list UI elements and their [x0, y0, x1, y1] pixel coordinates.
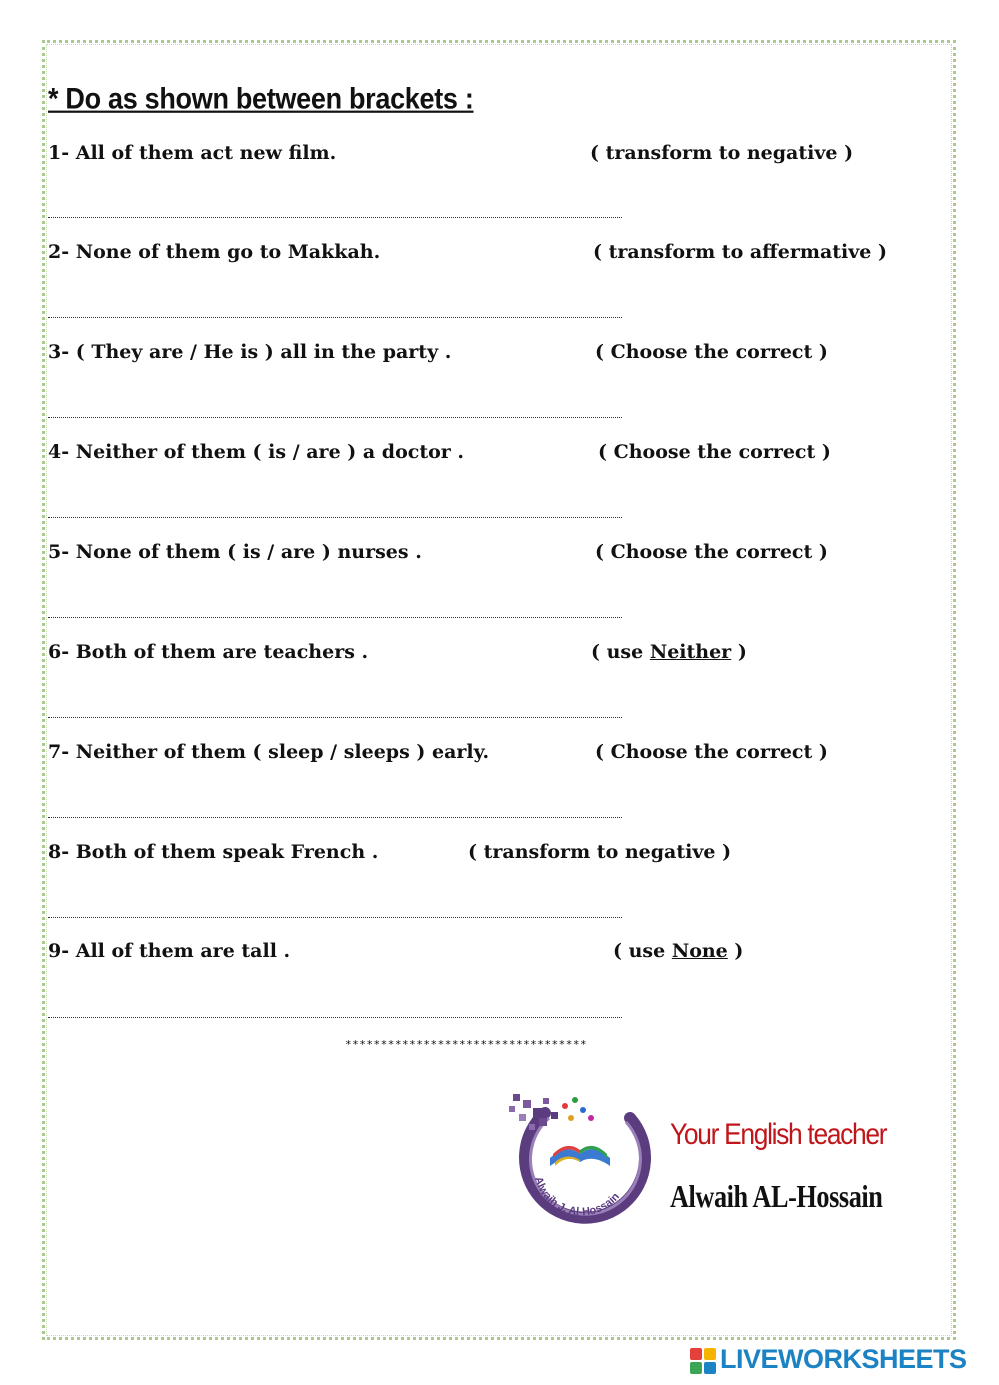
question-instruction: ( use Neither ): [591, 641, 747, 663]
question-7: [48, 741, 948, 771]
question-3: [48, 341, 948, 371]
answer-line-1[interactable]: [48, 217, 622, 218]
question-text: 9- All of them are tall .: [48, 940, 291, 962]
question-instruction: ( transform to affermative ): [593, 241, 887, 263]
question-text: 2- None of them go to Makkah.: [48, 241, 381, 263]
question-4: [48, 441, 948, 471]
teacher-signature: Alwaih AL-Hossain: [670, 1178, 883, 1214]
question-2: [48, 241, 948, 271]
teacher-logo: [505, 1088, 655, 1238]
question-text: 1- All of them act new film.: [48, 142, 337, 164]
question-instruction: ( transform to negative ): [468, 841, 732, 863]
liveworksheets-watermark: [690, 1344, 990, 1378]
question-text: 6- Both of them are teachers .: [48, 641, 369, 663]
question-instruction: ( Choose the correct ): [595, 341, 828, 363]
question-instruction: ( transform to negative ): [590, 142, 854, 164]
question-5: [48, 541, 948, 571]
question-instruction: ( Choose the correct ): [598, 441, 831, 463]
question-text: 8- Both of them speak French .: [48, 841, 379, 863]
question-9: [48, 940, 948, 970]
footer-tagline: Your English teacher: [670, 1118, 887, 1151]
question-6: [48, 641, 948, 671]
answer-line-8[interactable]: [48, 917, 622, 918]
answer-line-3[interactable]: [48, 417, 622, 418]
question-instruction: ( Choose the correct ): [595, 541, 828, 563]
answer-line-6[interactable]: [48, 717, 622, 718]
question-instruction: ( use None ): [613, 940, 744, 962]
answer-line-9[interactable]: [48, 1017, 622, 1018]
liveworksheets-logo-icon: [690, 1348, 716, 1374]
answer-line-2[interactable]: [48, 317, 622, 318]
question-1: [48, 142, 948, 172]
question-text: 3- ( They are / He is ) all in the party .: [48, 341, 452, 363]
question-text: 7- Neither of them ( sleep / sleeps ) early.: [48, 741, 490, 763]
svg-text:Alwaih J. Al-Hossain: Alwaih J. Al-Hossain: [531, 1175, 622, 1219]
watermark-text: LIVEWORKSHEETS: [720, 1344, 967, 1374]
question-text: 5- None of them ( is / are ) nurses .: [48, 541, 422, 563]
answer-line-4[interactable]: [48, 517, 622, 518]
answer-line-7[interactable]: [48, 817, 622, 818]
separator-stars: **********************************: [345, 1038, 588, 1051]
question-instruction: ( Choose the correct ): [595, 741, 828, 763]
question-text: 4- Neither of them ( is / are ) a doctor .: [48, 441, 465, 463]
answer-line-5[interactable]: [48, 617, 622, 618]
worksheet-heading: * Do as shown between brackets :: [48, 82, 474, 115]
question-8: [48, 841, 948, 871]
